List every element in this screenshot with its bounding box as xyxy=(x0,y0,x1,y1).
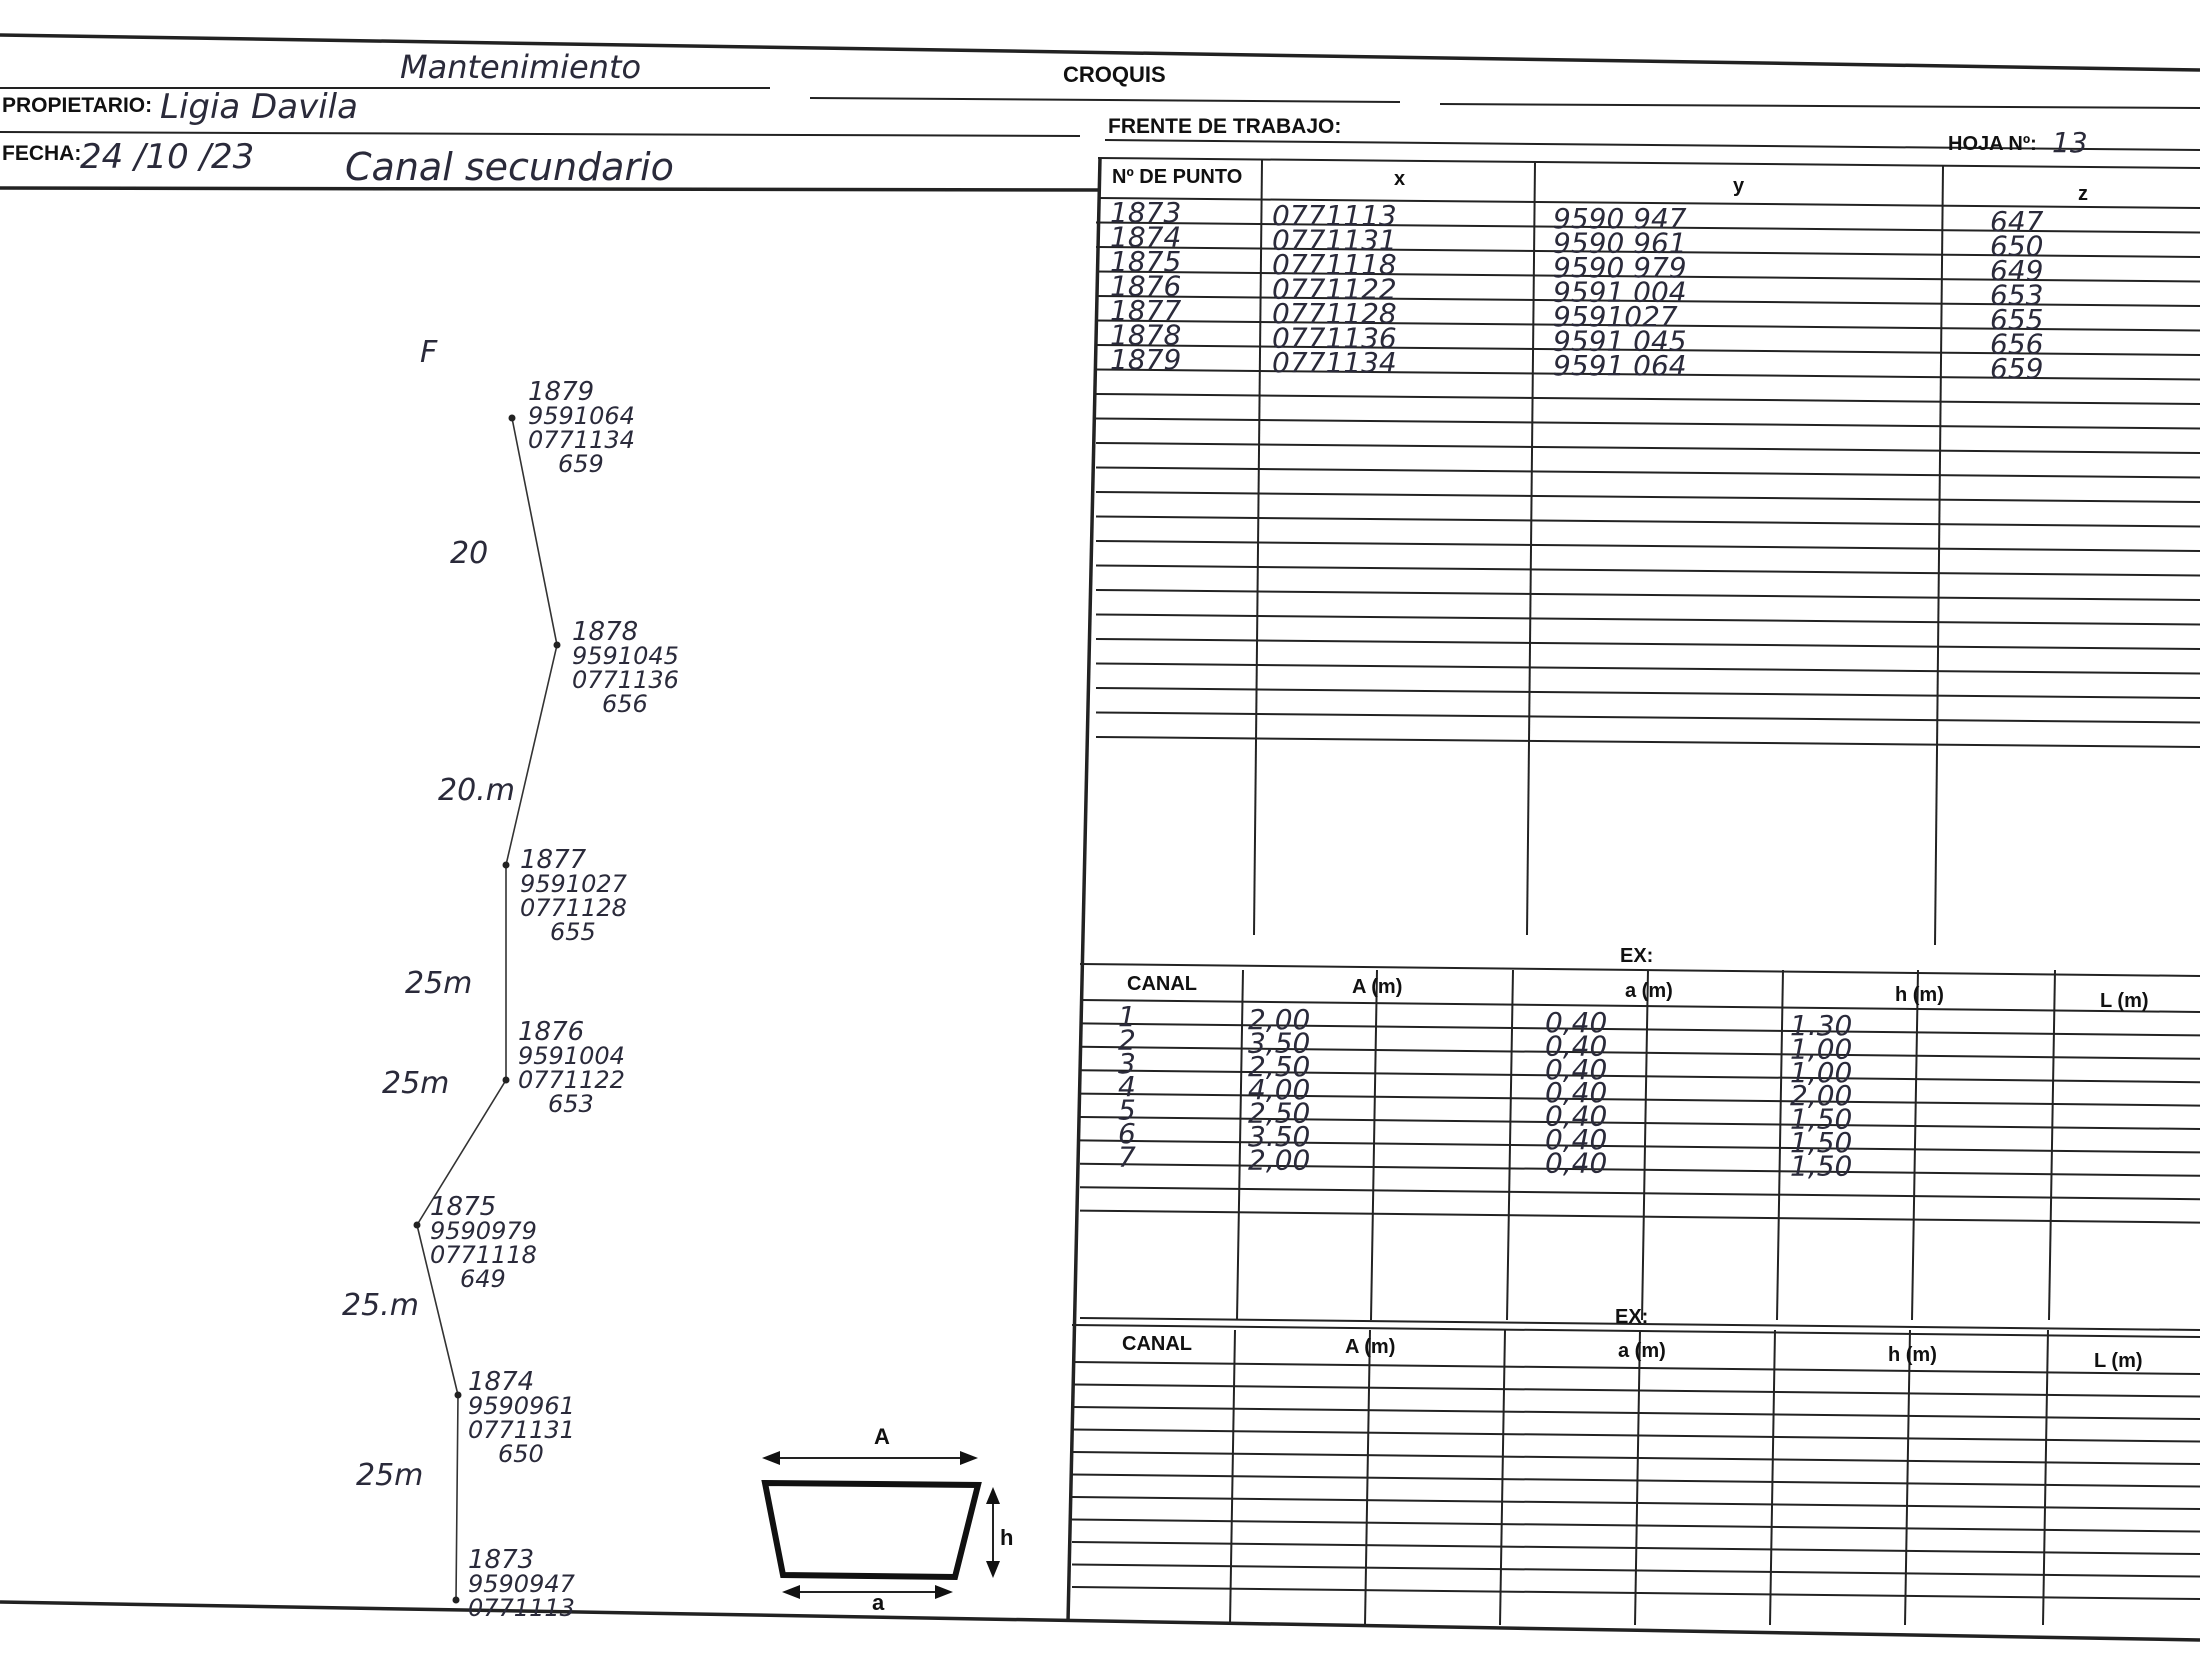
c1-vline xyxy=(1912,970,1918,1320)
sketch-point-z: 656 xyxy=(602,690,648,718)
propietario-value: Ligia Davila xyxy=(160,87,358,127)
distance-2: 20.m xyxy=(438,773,515,808)
pt-cell-r2-c1: 0771118 xyxy=(1272,248,1397,281)
pt-cell-r0-c0: 1873 xyxy=(1110,196,1182,229)
col-header-y: y xyxy=(1733,175,1745,197)
sketch-node xyxy=(554,642,561,649)
pt-cell-r0-c2: 9590 947 xyxy=(1553,202,1687,235)
pt-hline xyxy=(1096,566,2200,576)
descripcion-value: Canal secundario xyxy=(345,145,674,189)
c1-cell-r6-c2: 0,40 xyxy=(1545,1146,1608,1180)
c1-cell-r4-c2: 0,40 xyxy=(1545,1099,1608,1133)
pt-hline xyxy=(1096,492,2200,502)
pt-hline xyxy=(1096,639,2200,649)
pt-cell-r6-c2: 9591 064 xyxy=(1553,349,1687,382)
pt-cell-r3-c1: 0771122 xyxy=(1272,272,1397,306)
c1-cell-r0-c1: 2,00 xyxy=(1248,1003,1311,1036)
distance-3: 25m xyxy=(405,966,473,1001)
pt-hline xyxy=(1098,158,2200,168)
c1-cell-r2-c3: 1,00 xyxy=(1790,1055,1853,1089)
pt-hline xyxy=(1096,443,2200,453)
sketch-node xyxy=(509,415,516,422)
c1-cell-r5-c3: 1,50 xyxy=(1790,1126,1853,1159)
pt-hline xyxy=(1096,419,2200,429)
c1-vline xyxy=(1237,970,1243,1320)
c1-cell-r3-c1: 4,00 xyxy=(1248,1073,1311,1107)
c1-hline xyxy=(1080,1187,2200,1199)
pt-cell-r3-c0: 1876 xyxy=(1110,269,1182,303)
pt-cell-r5-c3: 656 xyxy=(1990,327,2044,361)
header-rule-3 xyxy=(1440,104,2200,108)
sketch-point-id: 1874 xyxy=(468,1367,535,1397)
distance-1: 20 xyxy=(450,536,489,571)
propietario-label: PROPIETARIO: xyxy=(2,94,153,117)
sketch-point-x: 0771113 xyxy=(468,1594,575,1622)
c2-header-A: A (m) xyxy=(1345,1336,1396,1358)
pt-hline xyxy=(1096,394,2200,404)
c1-cell-r0-c3: 1.30 xyxy=(1790,1009,1853,1042)
c1-vline xyxy=(2049,970,2055,1320)
pt-vline xyxy=(1935,166,1943,945)
sketch-node xyxy=(453,1597,460,1604)
c1-header-h: h (m) xyxy=(1895,984,1944,1006)
pt-cell-r1-c3: 650 xyxy=(1990,229,2044,263)
bottom-border xyxy=(0,1602,2200,1640)
sketch-point-x: 0771128 xyxy=(520,894,627,922)
canal-section-diagram xyxy=(762,1424,1013,1615)
c1-cell-r0-c2: 0,40 xyxy=(1545,1006,1608,1039)
c1-header-a: a (m) xyxy=(1625,980,1673,1002)
sketch-point-z: 650 xyxy=(498,1440,544,1468)
sketch-point-z: 659 xyxy=(558,450,604,478)
pt-cell-r1-c2: 9590 961 xyxy=(1553,226,1687,260)
c1-cell-r2-c1: 2,50 xyxy=(1248,1049,1311,1083)
hoja-value: 13 xyxy=(2052,126,2088,159)
c1-cell-r6-c1: 2,00 xyxy=(1248,1143,1311,1177)
sketch-point-id: 1877 xyxy=(520,845,587,875)
c1-vline xyxy=(1777,970,1783,1320)
c1-vline xyxy=(1371,970,1377,1320)
pt-cell-r5-c0: 1878 xyxy=(1110,318,1182,352)
pt-hline xyxy=(1096,737,2200,747)
c2-hline xyxy=(1072,1362,2200,1374)
arrow-A-right-head xyxy=(960,1451,978,1465)
canal-table-1 xyxy=(1080,945,2200,1330)
pt-cell-r0-c1: 0771113 xyxy=(1272,199,1397,232)
c1-cell-r1-c1: 3,50 xyxy=(1248,1026,1311,1060)
pt-cell-r3-c3: 653 xyxy=(1990,278,2044,312)
pt-cell-r1-c1: 0771131 xyxy=(1272,223,1397,257)
sketch-point-x: 0771122 xyxy=(518,1066,625,1094)
header-rule-2 xyxy=(810,98,1400,102)
sketch-point-id: 1875 xyxy=(430,1192,497,1222)
diagram-label-A: A xyxy=(874,1424,890,1449)
hoja-label: HOJA Nº: xyxy=(1948,133,2037,155)
c1-cell-r4-c0: 5 xyxy=(1118,1093,1136,1127)
c1-cell-r2-c2: 0,40 xyxy=(1545,1052,1608,1086)
points-table xyxy=(1096,158,2200,945)
c1-cell-r6-c3: 1,50 xyxy=(1790,1149,1853,1183)
fecha-label: FECHA: xyxy=(2,142,82,165)
c2-header-h: h (m) xyxy=(1888,1344,1937,1366)
pt-hline xyxy=(1096,541,2200,551)
sketch-point-x: 0771134 xyxy=(528,426,635,454)
pt-cell-r2-c2: 9590 979 xyxy=(1553,251,1687,284)
c1-cell-r3-c0: 4 xyxy=(1118,1070,1136,1104)
c1-hline xyxy=(1080,1211,2200,1223)
sketch-point-z: 655 xyxy=(550,918,596,946)
sketch-point-y: 9591064 xyxy=(528,402,635,430)
sketch-node xyxy=(414,1222,421,1229)
c1-cell-r3-c3: 2,00 xyxy=(1790,1079,1853,1113)
sketch-point-id: 1873 xyxy=(468,1545,535,1575)
trapezoid-shape xyxy=(765,1483,978,1577)
pt-hline xyxy=(1096,664,2200,674)
fecha-value: 24 /10 /23 xyxy=(80,137,255,177)
sketch-point-y: 9590979 xyxy=(430,1217,537,1245)
ex-label-1: EX: xyxy=(1620,945,1654,967)
c1-cell-r6-c0: 7 xyxy=(1118,1140,1136,1174)
arrow-h-top-head xyxy=(986,1487,1000,1504)
sketch-node xyxy=(503,1077,510,1084)
diagram-label-a: a xyxy=(872,1590,885,1615)
pt-vline xyxy=(1254,160,1262,935)
c1-cell-r1-c0: 2 xyxy=(1118,1023,1136,1057)
canal-table-2 xyxy=(1072,1306,2200,1625)
c1-header-L: L (m) xyxy=(2100,990,2149,1012)
sketch-point-z: 649 xyxy=(460,1265,506,1293)
c1-cell-r5-c0: 6 xyxy=(1118,1117,1136,1150)
pt-vline xyxy=(1527,162,1535,935)
sketch-point-y: 9591004 xyxy=(518,1042,625,1070)
c2-vline xyxy=(1770,1330,1775,1625)
sketch-point-id: 1876 xyxy=(518,1017,585,1047)
sketch-point-y: 9591027 xyxy=(520,870,627,898)
pt-hline xyxy=(1096,688,2200,698)
c1-cell-r1-c2: 0,40 xyxy=(1545,1029,1608,1063)
distance-4: 25m xyxy=(382,1066,450,1101)
c2-hline xyxy=(1072,1452,2200,1464)
c1-header-A: A (m) xyxy=(1352,976,1403,998)
pt-cell-r6-c1: 0771134 xyxy=(1272,346,1397,379)
c2-hline xyxy=(1072,1385,2200,1397)
c1-cell-r1-c3: 1,00 xyxy=(1790,1032,1853,1066)
c1-cell-r2-c0: 3 xyxy=(1118,1046,1136,1080)
header-rule-4 xyxy=(0,132,1080,136)
frente-label: FRENTE DE TRABAJO: xyxy=(1108,115,1342,138)
route-sketch xyxy=(342,335,679,1622)
col-header-punto: Nº DE PUNTO xyxy=(1112,166,1243,188)
c1-cell-r4-c1: 2,50 xyxy=(1248,1096,1311,1130)
sketch-point-y: 9591045 xyxy=(572,642,679,670)
distance-6: 25m xyxy=(356,1458,424,1493)
sketch-node xyxy=(455,1392,462,1399)
diagram-label-h: h xyxy=(1000,1525,1014,1550)
pt-cell-r4-c1: 0771128 xyxy=(1272,297,1397,330)
pt-cell-r2-c0: 1875 xyxy=(1110,245,1182,278)
c2-vline xyxy=(1230,1330,1235,1625)
pt-cell-r5-c1: 0771136 xyxy=(1272,321,1397,355)
sketch-point-z: 653 xyxy=(548,1090,594,1118)
col-header-z: z xyxy=(2078,183,2088,205)
c1-cell-r0-c0: 1 xyxy=(1118,1000,1136,1033)
sketch-point-y: 9590961 xyxy=(468,1392,575,1420)
arrow-h-bottom-head xyxy=(986,1561,1000,1578)
pt-cell-r6-c3: 659 xyxy=(1990,352,2044,385)
pt-cell-r6-c0: 1879 xyxy=(1110,343,1182,376)
c1-vline xyxy=(1642,970,1648,1320)
sketch-point-id: 1879 xyxy=(528,377,595,407)
sketch-point-y: 9590947 xyxy=(468,1570,575,1598)
arrow-a-left-head xyxy=(782,1585,800,1599)
c1-cell-r4-c3: 1,50 xyxy=(1790,1102,1853,1136)
sketch-point-x: 0771131 xyxy=(468,1416,575,1444)
pt-hline xyxy=(1096,468,2200,478)
ex-label-2: EX: xyxy=(1615,1306,1649,1328)
arrow-a-right-head xyxy=(935,1585,953,1599)
c2-vline xyxy=(2043,1330,2048,1625)
sketch-f-label: F xyxy=(420,335,438,370)
pt-hline xyxy=(1096,615,2200,625)
croquis-label: CROQUIS xyxy=(1063,62,1166,87)
c2-vline xyxy=(1635,1330,1640,1625)
c1-cell-r5-c1: 3.50 xyxy=(1248,1120,1311,1153)
c1-cell-r3-c2: 0,40 xyxy=(1545,1076,1608,1110)
pt-cell-r4-c2: 9591027 xyxy=(1553,300,1678,333)
pt-hline xyxy=(1096,590,2200,600)
pt-cell-r5-c2: 9591 045 xyxy=(1553,324,1687,358)
pt-cell-r3-c2: 9591 004 xyxy=(1553,275,1687,309)
sketch-point-x: 0771118 xyxy=(430,1241,537,1269)
sketch-right-border xyxy=(1068,158,1100,1622)
sketch-point-x: 0771136 xyxy=(572,666,679,694)
pt-cell-r4-c3: 655 xyxy=(1990,303,2044,336)
title-handwritten: Mantenimiento xyxy=(400,48,642,86)
sketch-point-id: 1878 xyxy=(572,617,639,647)
c1-header-canal: CANAL xyxy=(1127,973,1197,995)
c2-header-a: a (m) xyxy=(1618,1340,1666,1362)
c1-cell-r5-c2: 0,40 xyxy=(1545,1123,1608,1156)
pt-cell-r2-c3: 649 xyxy=(1990,254,2044,287)
c2-vline xyxy=(1500,1330,1505,1625)
c2-hline xyxy=(1072,1407,2200,1419)
c2-vline xyxy=(1905,1330,1910,1625)
col-header-x: x xyxy=(1394,168,1406,190)
distance-5: 25.m xyxy=(342,1288,419,1323)
sketch-node xyxy=(503,862,510,869)
c2-header-L: L (m) xyxy=(2094,1350,2143,1372)
pt-cell-r4-c0: 1877 xyxy=(1110,294,1182,327)
pt-hline xyxy=(1096,713,2200,723)
arrow-A-left-head xyxy=(762,1451,780,1465)
pt-cell-r0-c3: 647 xyxy=(1990,205,2044,238)
pt-cell-r1-c0: 1874 xyxy=(1110,220,1182,254)
c2-hline xyxy=(1072,1430,2200,1442)
c2-header-canal: CANAL xyxy=(1122,1333,1192,1355)
pt-hline xyxy=(1096,517,2200,527)
c2-hline xyxy=(1072,1475,2200,1487)
